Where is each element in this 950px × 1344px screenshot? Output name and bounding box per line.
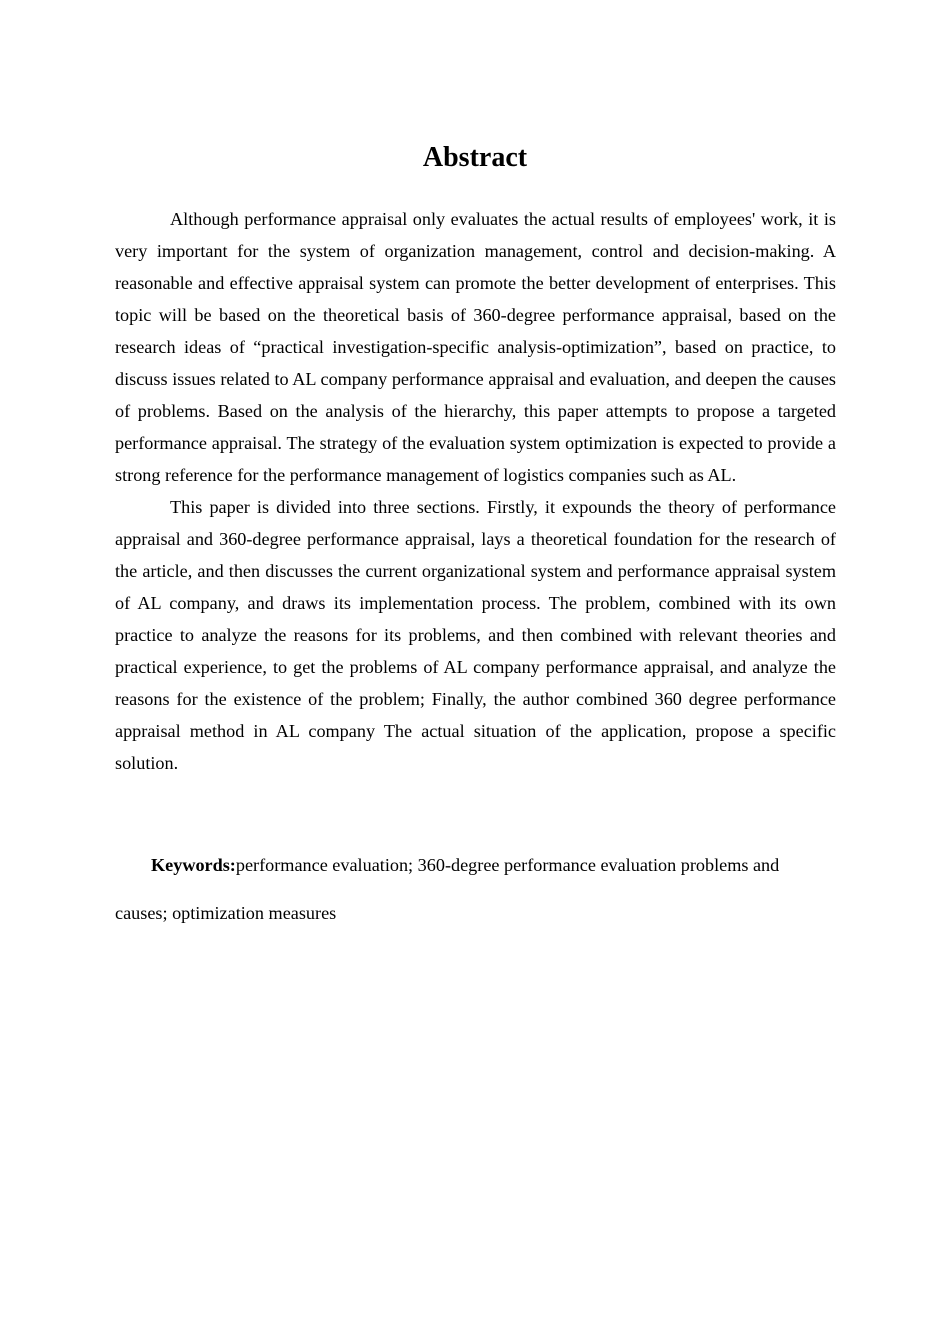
keywords-text: performance evaluation; 360-degree performance evaluation problems and causes; optimization measures	[115, 855, 780, 923]
abstract-title: Abstract	[422, 142, 528, 173]
keywords-section	[115, 841, 836, 937]
keywords-label: Keywords:	[151, 855, 236, 875]
abstract-paragraph-1: Although performance appraisal only evaluates the actual results of employees' work, it is very important for the system of organization management, control and decision-making. A reasonable and effective appraisal system can promote the better development of enterprises. This topic will be based on the theoretical basis of 360-degree performance appraisal, based on the research ideas of “practical investigation-specific analysis-optimization”, based on practice, to discuss issues related to AL company performance appraisal and evaluation, and deepen the causes of problems. Based on the analysis of the hierarchy, this paper attempts to propose a targeted performance appraisal. The strategy of the evaluation system optimization is expected to provide a strong reference for the performance management of logistics companies such as AL.	[115, 209, 836, 485]
abstract-paragraph-2: This paper is divided into three sections. Firstly, it expounds the theory of performance appraisal and 360-degree performance appraisal, lays a theoretical foundation for the research of the article, and then discusses the current organizational system and performance appraisal system of AL company, and draws its implementation process. The problem, combined with its own practice to analyze the reasons for its problems, and then combined with relevant theories and practical experience, to get the problems of AL company performance appraisal, and analyze the reasons for the existence of the problem; Finally, the author combined 360 degree performance appraisal method in AL company The actual situation of the application, propose a specific solution.	[115, 497, 836, 773]
abstract-body	[115, 203, 836, 779]
